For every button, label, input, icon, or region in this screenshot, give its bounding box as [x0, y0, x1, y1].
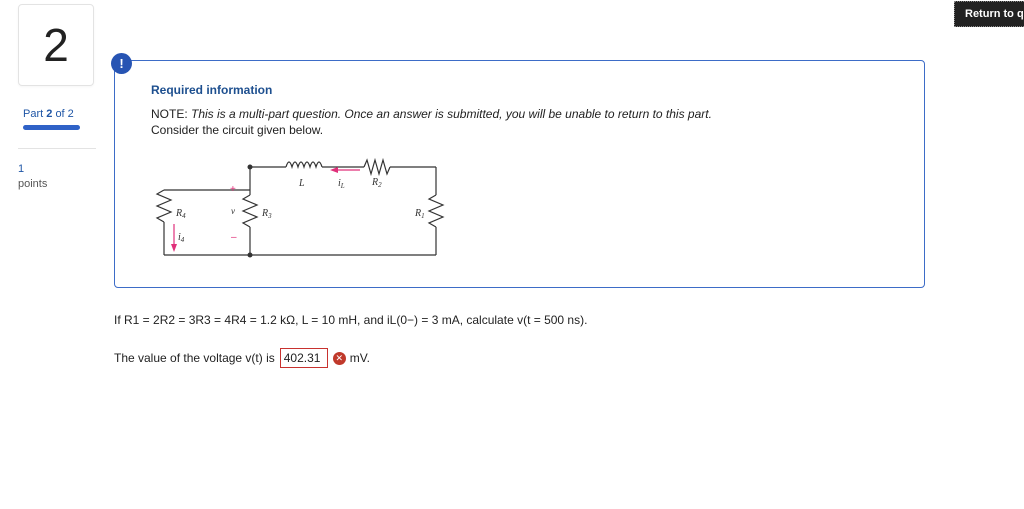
part-prefix: Part — [23, 108, 44, 120]
il-arrow-head — [330, 167, 338, 173]
node-top — [248, 165, 253, 170]
label-r4: $R_4$ — [176, 208, 186, 220]
consider-text: Consider the circuit given below. — [151, 123, 324, 137]
label-il: $i_L$ — [338, 178, 345, 190]
label-r2: $R_2$ — [372, 177, 382, 189]
label-v: v — [231, 206, 235, 216]
label-r1: $R_1$ — [415, 208, 425, 220]
label-minus: – — [231, 232, 237, 243]
incorrect-icon: ✕ — [333, 352, 346, 365]
note-body: This is a multi-part question. Once an answer is submitted, you will be unable to return to this part. — [191, 107, 712, 121]
node-bottom — [248, 253, 253, 258]
part-indicator — [23, 108, 74, 120]
resistor-r3-symbol — [243, 195, 257, 227]
part-progress-bar — [23, 125, 80, 130]
note-prefix: NOTE: — [151, 107, 188, 121]
points-value: 1 — [18, 163, 25, 175]
label-r3: $R_3$ — [262, 208, 272, 220]
i4-arrow-head — [171, 244, 177, 252]
resistor-r1-symbol — [429, 195, 443, 227]
label-plus: + — [230, 184, 236, 195]
given-values: If R1 = 2R2 = 3R3 = 4R4 = 1.2 kΩ, L = 10 mH, and iL(0−) = 3 mA, calculate v(t = 500 ns). — [114, 313, 588, 327]
label-l: L — [299, 178, 305, 189]
resistor-r2-symbol — [364, 160, 390, 174]
return-to-question-button[interactable]: Return to q — [954, 1, 1024, 27]
answer-input[interactable]: 402.31 — [280, 348, 328, 368]
question-number-card — [18, 4, 94, 86]
answer-prefix: The value of the voltage v(t) is — [114, 351, 275, 365]
alert-icon: ! — [111, 53, 132, 74]
note-text — [151, 107, 712, 121]
answer-unit: mV. — [349, 351, 370, 365]
points-label: points — [18, 178, 48, 190]
answer-line — [114, 348, 370, 368]
circuit-diagram — [150, 150, 450, 265]
label-i4: $i_4$ — [178, 232, 185, 244]
info-title: Required information — [151, 83, 273, 97]
inductor-symbol — [286, 162, 322, 167]
sidebar-divider — [18, 148, 96, 149]
resistor-r4-symbol — [157, 190, 171, 222]
question-number: 2 — [43, 19, 69, 71]
part-current: 2 — [46, 108, 53, 120]
part-of: of 2 — [55, 108, 74, 120]
